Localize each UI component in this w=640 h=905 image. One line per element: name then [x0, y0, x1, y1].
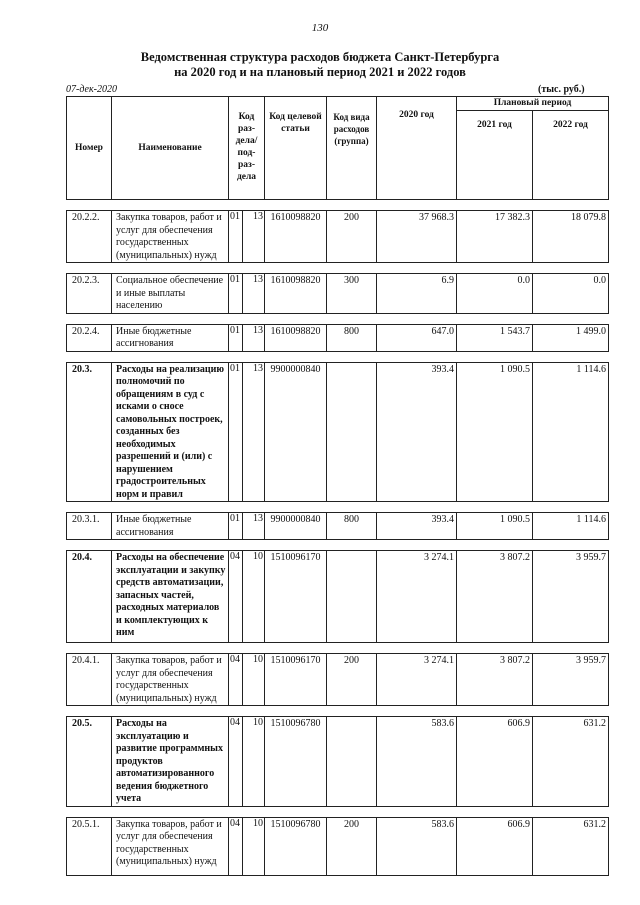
- row-value-2020: 37 968.3: [377, 211, 457, 263]
- row-number: 20.2.3.: [67, 274, 112, 314]
- row-name: Расходы на обеспечение эксплуатации и закупку средств автоматизации, запасных частей, расходных материалов и комплектующих к ним: [112, 551, 229, 643]
- row-section: 04: [229, 654, 243, 706]
- table-row: [67, 551, 609, 643]
- row-name: Закупка товаров, работ и услуг для обеспечения государственных (муниципальных) нужд: [112, 654, 229, 706]
- row-value-2021: 3 807.2: [457, 551, 533, 643]
- row-value-2021: 606.9: [457, 817, 533, 875]
- row-target: 1510096170: [265, 551, 327, 643]
- row-kind: 800: [327, 513, 377, 540]
- header-kind: Код вида расходов (группа): [327, 97, 377, 200]
- row-value-2022: 631.2: [533, 817, 609, 875]
- row-subsection: 13: [243, 513, 265, 540]
- table-row: [67, 513, 609, 540]
- row-spacer: [67, 351, 609, 362]
- title-line-1: Ведомственная структура расходов бюджета Санкт-Петербурга: [140, 50, 500, 64]
- row-section: 01: [229, 513, 243, 540]
- row-value-2022: 631.2: [533, 717, 609, 807]
- row-subsection: 13: [243, 274, 265, 314]
- table-row: [67, 654, 609, 706]
- row-kind: 200: [327, 211, 377, 263]
- row-number: 20.3.: [67, 362, 112, 502]
- row-number: 20.4.1.: [67, 654, 112, 706]
- table-row: [67, 362, 609, 502]
- document-date: 07-дек-2020: [66, 84, 117, 95]
- row-name: Расходы на эксплуатацию и развитие программных продуктов автоматизированного ведения бюджетного учета: [112, 717, 229, 807]
- spacer-cell: [67, 540, 609, 551]
- row-value-2022: 1 114.6: [533, 513, 609, 540]
- spacer-cell: [67, 200, 609, 211]
- header-2021: 2021 год: [457, 111, 533, 200]
- row-value-2022: 3 959.7: [533, 654, 609, 706]
- table-row: [67, 717, 609, 807]
- table-body: [67, 200, 609, 876]
- row-value-2020: 393.4: [377, 362, 457, 502]
- row-subsection: 13: [243, 324, 265, 351]
- row-value-2020: 3 274.1: [377, 551, 457, 643]
- row-value-2021: 1 090.5: [457, 362, 533, 502]
- row-kind: 300: [327, 274, 377, 314]
- row-value-2021: 3 807.2: [457, 654, 533, 706]
- row-subsection: 10: [243, 817, 265, 875]
- header-plan-period: Плановый период: [457, 97, 609, 111]
- header-name: Наименование: [112, 97, 229, 200]
- spacer-cell: [67, 351, 609, 362]
- row-value-2022: 1 114.6: [533, 362, 609, 502]
- row-number: 20.5.1.: [67, 817, 112, 875]
- row-subsection: 10: [243, 717, 265, 807]
- spacer-cell: [67, 263, 609, 274]
- page-number: 130: [311, 22, 329, 34]
- header-number: Номер: [67, 97, 112, 200]
- row-section: 04: [229, 717, 243, 807]
- row-spacer: [67, 263, 609, 274]
- row-value-2022: 3 959.7: [533, 551, 609, 643]
- row-number: 20.5.: [67, 717, 112, 807]
- row-number: 20.4.: [67, 551, 112, 643]
- row-section: 01: [229, 362, 243, 502]
- row-number: 20.2.4.: [67, 324, 112, 351]
- row-target: 1610098820: [265, 324, 327, 351]
- spacer-cell: [67, 806, 609, 817]
- row-target: 9900000840: [265, 513, 327, 540]
- row-name: Социальное обеспечение и иные выплаты населению: [112, 274, 229, 314]
- row-value-2020: 647.0: [377, 324, 457, 351]
- spacer-cell: [67, 706, 609, 717]
- row-kind: [327, 717, 377, 807]
- row-section: 01: [229, 211, 243, 263]
- document-title: [60, 50, 580, 80]
- row-target: 1610098820: [265, 274, 327, 314]
- table-row: [67, 817, 609, 875]
- row-spacer: [67, 502, 609, 513]
- budget-table: [66, 96, 609, 876]
- row-kind: 200: [327, 817, 377, 875]
- row-kind: 200: [327, 654, 377, 706]
- row-value-2020: 583.6: [377, 817, 457, 875]
- row-spacer: [67, 200, 609, 211]
- row-spacer: [67, 540, 609, 551]
- row-value-2021: 0.0: [457, 274, 533, 314]
- row-spacer: [67, 643, 609, 654]
- row-value-2021: 1 090.5: [457, 513, 533, 540]
- row-value-2021: 606.9: [457, 717, 533, 807]
- table-row: [67, 324, 609, 351]
- spacer-cell: [67, 502, 609, 513]
- row-spacer: [67, 806, 609, 817]
- row-number: 20.2.2.: [67, 211, 112, 263]
- row-value-2021: 17 382.3: [457, 211, 533, 263]
- row-target: 1510096780: [265, 817, 327, 875]
- table-row: [67, 211, 609, 263]
- row-target: 9900000840: [265, 362, 327, 502]
- row-name: Закупка товаров, работ и услуг для обеспечения государственных (муниципальных) нужд: [112, 817, 229, 875]
- header-2022: 2022 год: [533, 111, 609, 200]
- row-subsection: 13: [243, 211, 265, 263]
- row-value-2021: 1 543.7: [457, 324, 533, 351]
- row-kind: 800: [327, 324, 377, 351]
- table-header: [67, 97, 609, 200]
- row-value-2020: 6.9: [377, 274, 457, 314]
- row-subsection: 10: [243, 654, 265, 706]
- row-value-2022: 1 499.0: [533, 324, 609, 351]
- row-value-2022: 0.0: [533, 274, 609, 314]
- title-line-2: на 2020 год и на плановый период 2021 и 2022 годов: [174, 65, 466, 79]
- row-section: 04: [229, 551, 243, 643]
- row-spacer: [67, 706, 609, 717]
- row-value-2020: 583.6: [377, 717, 457, 807]
- row-section: 01: [229, 274, 243, 314]
- header-2020: 2020 год: [377, 97, 457, 200]
- row-spacer: [67, 313, 609, 324]
- header-target: Код целевой статьи: [265, 97, 327, 200]
- table-row: [67, 274, 609, 314]
- row-section: 01: [229, 324, 243, 351]
- row-section: 04: [229, 817, 243, 875]
- row-value-2022: 18 079.8: [533, 211, 609, 263]
- row-kind: [327, 551, 377, 643]
- row-name: Иные бюджетные ассигнования: [112, 324, 229, 351]
- row-name: Закупка товаров, работ и услуг для обеспечения государственных (муниципальных) нужд: [112, 211, 229, 263]
- row-subsection: 10: [243, 551, 265, 643]
- row-target: 1510096170: [265, 654, 327, 706]
- row-number: 20.3.1.: [67, 513, 112, 540]
- row-kind: [327, 362, 377, 502]
- spacer-cell: [67, 313, 609, 324]
- row-value-2020: 393.4: [377, 513, 457, 540]
- header-section: Код раз- дела/ под- раз- дела: [229, 97, 265, 200]
- row-name: Расходы на реализацию полномочий по обращениям в суд с исками о сносе самовольных построек, созданных без необходимых разрешений и (или) с нарушением градостроительных норм и правил: [112, 362, 229, 502]
- row-subsection: 13: [243, 362, 265, 502]
- row-value-2020: 3 274.1: [377, 654, 457, 706]
- spacer-cell: [67, 643, 609, 654]
- row-name: Иные бюджетные ассигнования: [112, 513, 229, 540]
- row-target: 1510096780: [265, 717, 327, 807]
- units-label: (тыс. руб.): [538, 84, 585, 95]
- row-target: 1610098820: [265, 211, 327, 263]
